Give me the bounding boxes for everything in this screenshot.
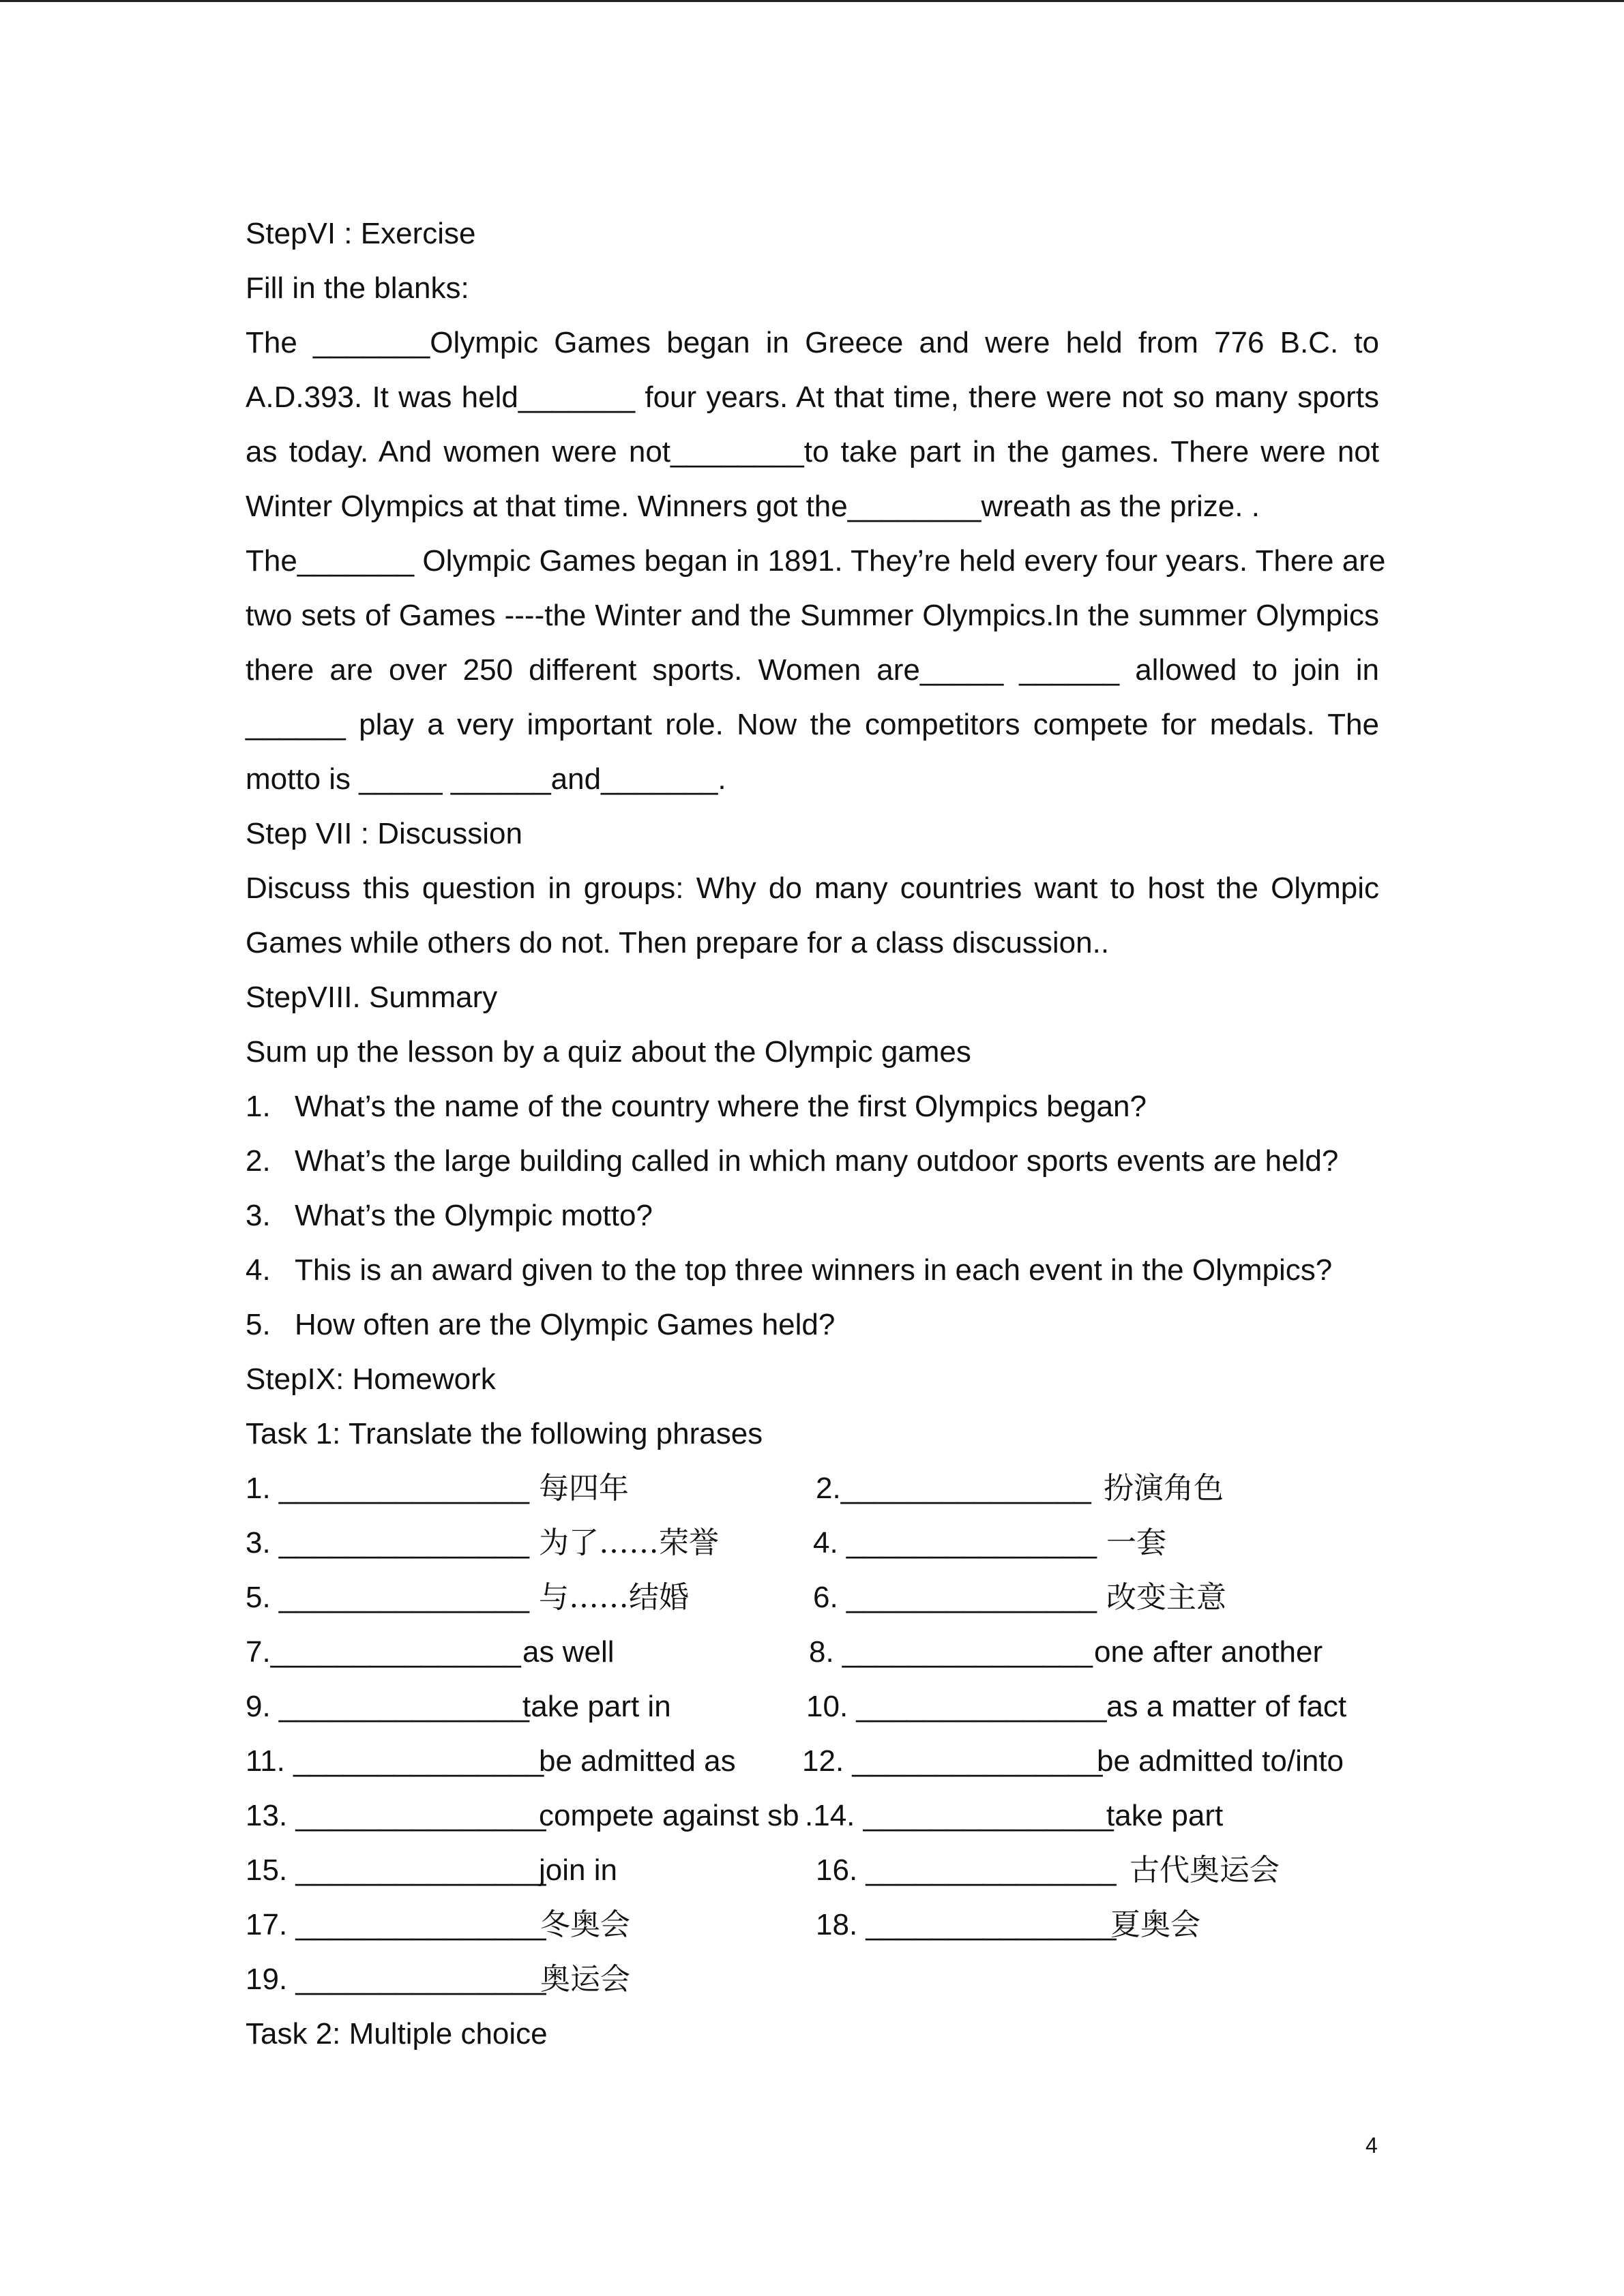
phrase-term: 夏奥会 xyxy=(1110,1907,1200,1942)
phrase-blank: 1. _______________ xyxy=(246,1472,529,1505)
phrase-term: 奥运会 xyxy=(540,1962,630,1997)
paragraph-line: The_______ Olympic Games began in 1891. They’re held every four years. There are xyxy=(246,544,1386,578)
quiz-question xyxy=(246,1079,1379,1134)
question-text: This is an award given to the top three winners in each event in the Olympics? xyxy=(295,1253,1333,1287)
phrase-row xyxy=(246,1625,1379,1680)
phrase-term: one after another xyxy=(1094,1635,1323,1669)
document-body xyxy=(246,207,1386,2061)
phrase-blank: 3. _______________ xyxy=(246,1526,529,1560)
phrase-row xyxy=(246,1734,1379,1789)
phrase-row xyxy=(246,1461,1379,1516)
phrase-blank: 19. _______________ xyxy=(246,1963,546,1996)
phrase-term: be admitted as xyxy=(539,1744,736,1778)
quiz-question xyxy=(246,1134,1379,1189)
phrase-row xyxy=(246,1789,1379,1843)
question-number: 1. xyxy=(246,1090,271,1123)
paragraph-line: there are over 250 different sports. Women are_____ ______ allowed to join in xyxy=(246,653,1379,687)
step6-instruction: Fill in the blanks: xyxy=(246,271,469,305)
phrase-row xyxy=(246,1516,1379,1570)
phrase-term: as well xyxy=(522,1635,615,1669)
phrase-blank: 9. _______________ xyxy=(246,1690,529,1723)
question-number: 5. xyxy=(246,1308,271,1341)
paragraph-line: as today. And women were not________to take part in the games. There were not xyxy=(246,435,1379,468)
paragraph-line: two sets of Games ----the Winter and the Summer Olympics.In the summer Olympics xyxy=(246,599,1379,632)
phrase-blank: 15. _______________ xyxy=(246,1853,546,1887)
step9-title: StepIX: Homework xyxy=(246,1362,496,1396)
quiz-question xyxy=(246,1298,1379,1352)
question-number: 2. xyxy=(246,1144,271,1178)
phrase-blank: 18. _______________ xyxy=(816,1908,1117,1941)
phrase-term: take part in xyxy=(522,1690,671,1723)
page-number: 4 xyxy=(1365,2133,1378,2158)
phrase-blank: 16. _______________ xyxy=(816,1853,1117,1887)
phrase-term: compete against sb xyxy=(539,1799,799,1832)
phrase-row xyxy=(246,1843,1379,1898)
task2-title: Task 2: Multiple choice xyxy=(246,2017,548,2051)
phrase-blank: 10. _______________ xyxy=(806,1690,1107,1723)
phrase-blank: 2._______________ xyxy=(816,1472,1091,1505)
question-number: 3. xyxy=(246,1199,271,1232)
paragraph-line: motto is _____ ______and_______. xyxy=(246,762,726,796)
quiz-question xyxy=(246,1243,1379,1298)
paragraph-line: Winter Olympics at that time. Winners got the________wreath as the prize. . xyxy=(246,490,1260,523)
paragraph-line: The _______Olympic Games began in Greece and were held from 776 B.C. to xyxy=(246,326,1379,359)
phrase-blank: 6. _______________ xyxy=(813,1581,1097,1614)
phrase-blank: 12. _______________ xyxy=(802,1744,1103,1778)
phrase-blank: .14. _______________ xyxy=(805,1799,1114,1832)
step6-title: StepVI : Exercise xyxy=(246,217,476,250)
phrase-term: 与……结婚 xyxy=(539,1580,689,1615)
phrase-term: as a matter of fact xyxy=(1106,1690,1347,1723)
phrase-term: be admitted to/into xyxy=(1097,1744,1344,1778)
phrase-term: 每四年 xyxy=(539,1471,629,1506)
phrase-blank: 5. _______________ xyxy=(246,1581,529,1614)
phrase-term: 古代奥运会 xyxy=(1130,1853,1280,1888)
phrase-blank: 13. _______________ xyxy=(246,1799,546,1832)
phrase-blank: 8. _______________ xyxy=(809,1635,1093,1669)
phrase-term: 冬奥会 xyxy=(540,1907,630,1942)
phrase-row xyxy=(246,1680,1379,1734)
paragraph-line: A.D.393. It was held_______ four years. At that time, there were not so many sports xyxy=(246,381,1379,414)
question-text: How often are the Olympic Games held? xyxy=(295,1308,836,1341)
phrase-term: 为了……荣誉 xyxy=(539,1525,719,1560)
question-text: What’s the Olympic motto? xyxy=(295,1199,653,1232)
phrase-row xyxy=(246,1898,1379,1952)
phrase-term: 一套 xyxy=(1106,1525,1166,1560)
phrase-term: 扮演角色 xyxy=(1104,1471,1224,1506)
paragraph-line: Games while others do not. Then prepare for a class discussion.. xyxy=(246,926,1110,959)
step7-title: Step VII : Discussion xyxy=(246,817,522,850)
phrase-blank: 17. _______________ xyxy=(246,1908,546,1941)
question-text: What’s the name of the country where the first Olympics began? xyxy=(295,1090,1147,1123)
question-number: 4. xyxy=(246,1253,271,1287)
phrase-row xyxy=(246,1952,1379,2007)
phrase-blank: 4. _______________ xyxy=(813,1526,1097,1560)
phrase-term: join in xyxy=(539,1853,617,1887)
paragraph-line: Discuss this question in groups: Why do many countries want to host the Olympic xyxy=(246,871,1379,905)
step8-title: StepVIII. Summary xyxy=(246,981,498,1014)
quiz-question xyxy=(246,1189,1379,1243)
phrase-term: take part xyxy=(1106,1799,1224,1832)
phrase-blank: 11. _______________ xyxy=(246,1744,544,1778)
paragraph-line: ______ play a very important role. Now the competitors compete for medals. The xyxy=(246,708,1379,741)
step8-intro: Sum up the lesson by a quiz about the Olympic games xyxy=(246,1035,971,1069)
question-text: What’s the large building called in which many outdoor sports events are held? xyxy=(295,1144,1339,1178)
phrase-blank: 7._______________ xyxy=(246,1635,521,1669)
phrase-term: 改变主意 xyxy=(1106,1580,1226,1615)
task1-title: Task 1: Translate the following phrases xyxy=(246,1417,763,1450)
phrase-row xyxy=(246,1570,1379,1625)
top-border xyxy=(0,0,1624,2)
